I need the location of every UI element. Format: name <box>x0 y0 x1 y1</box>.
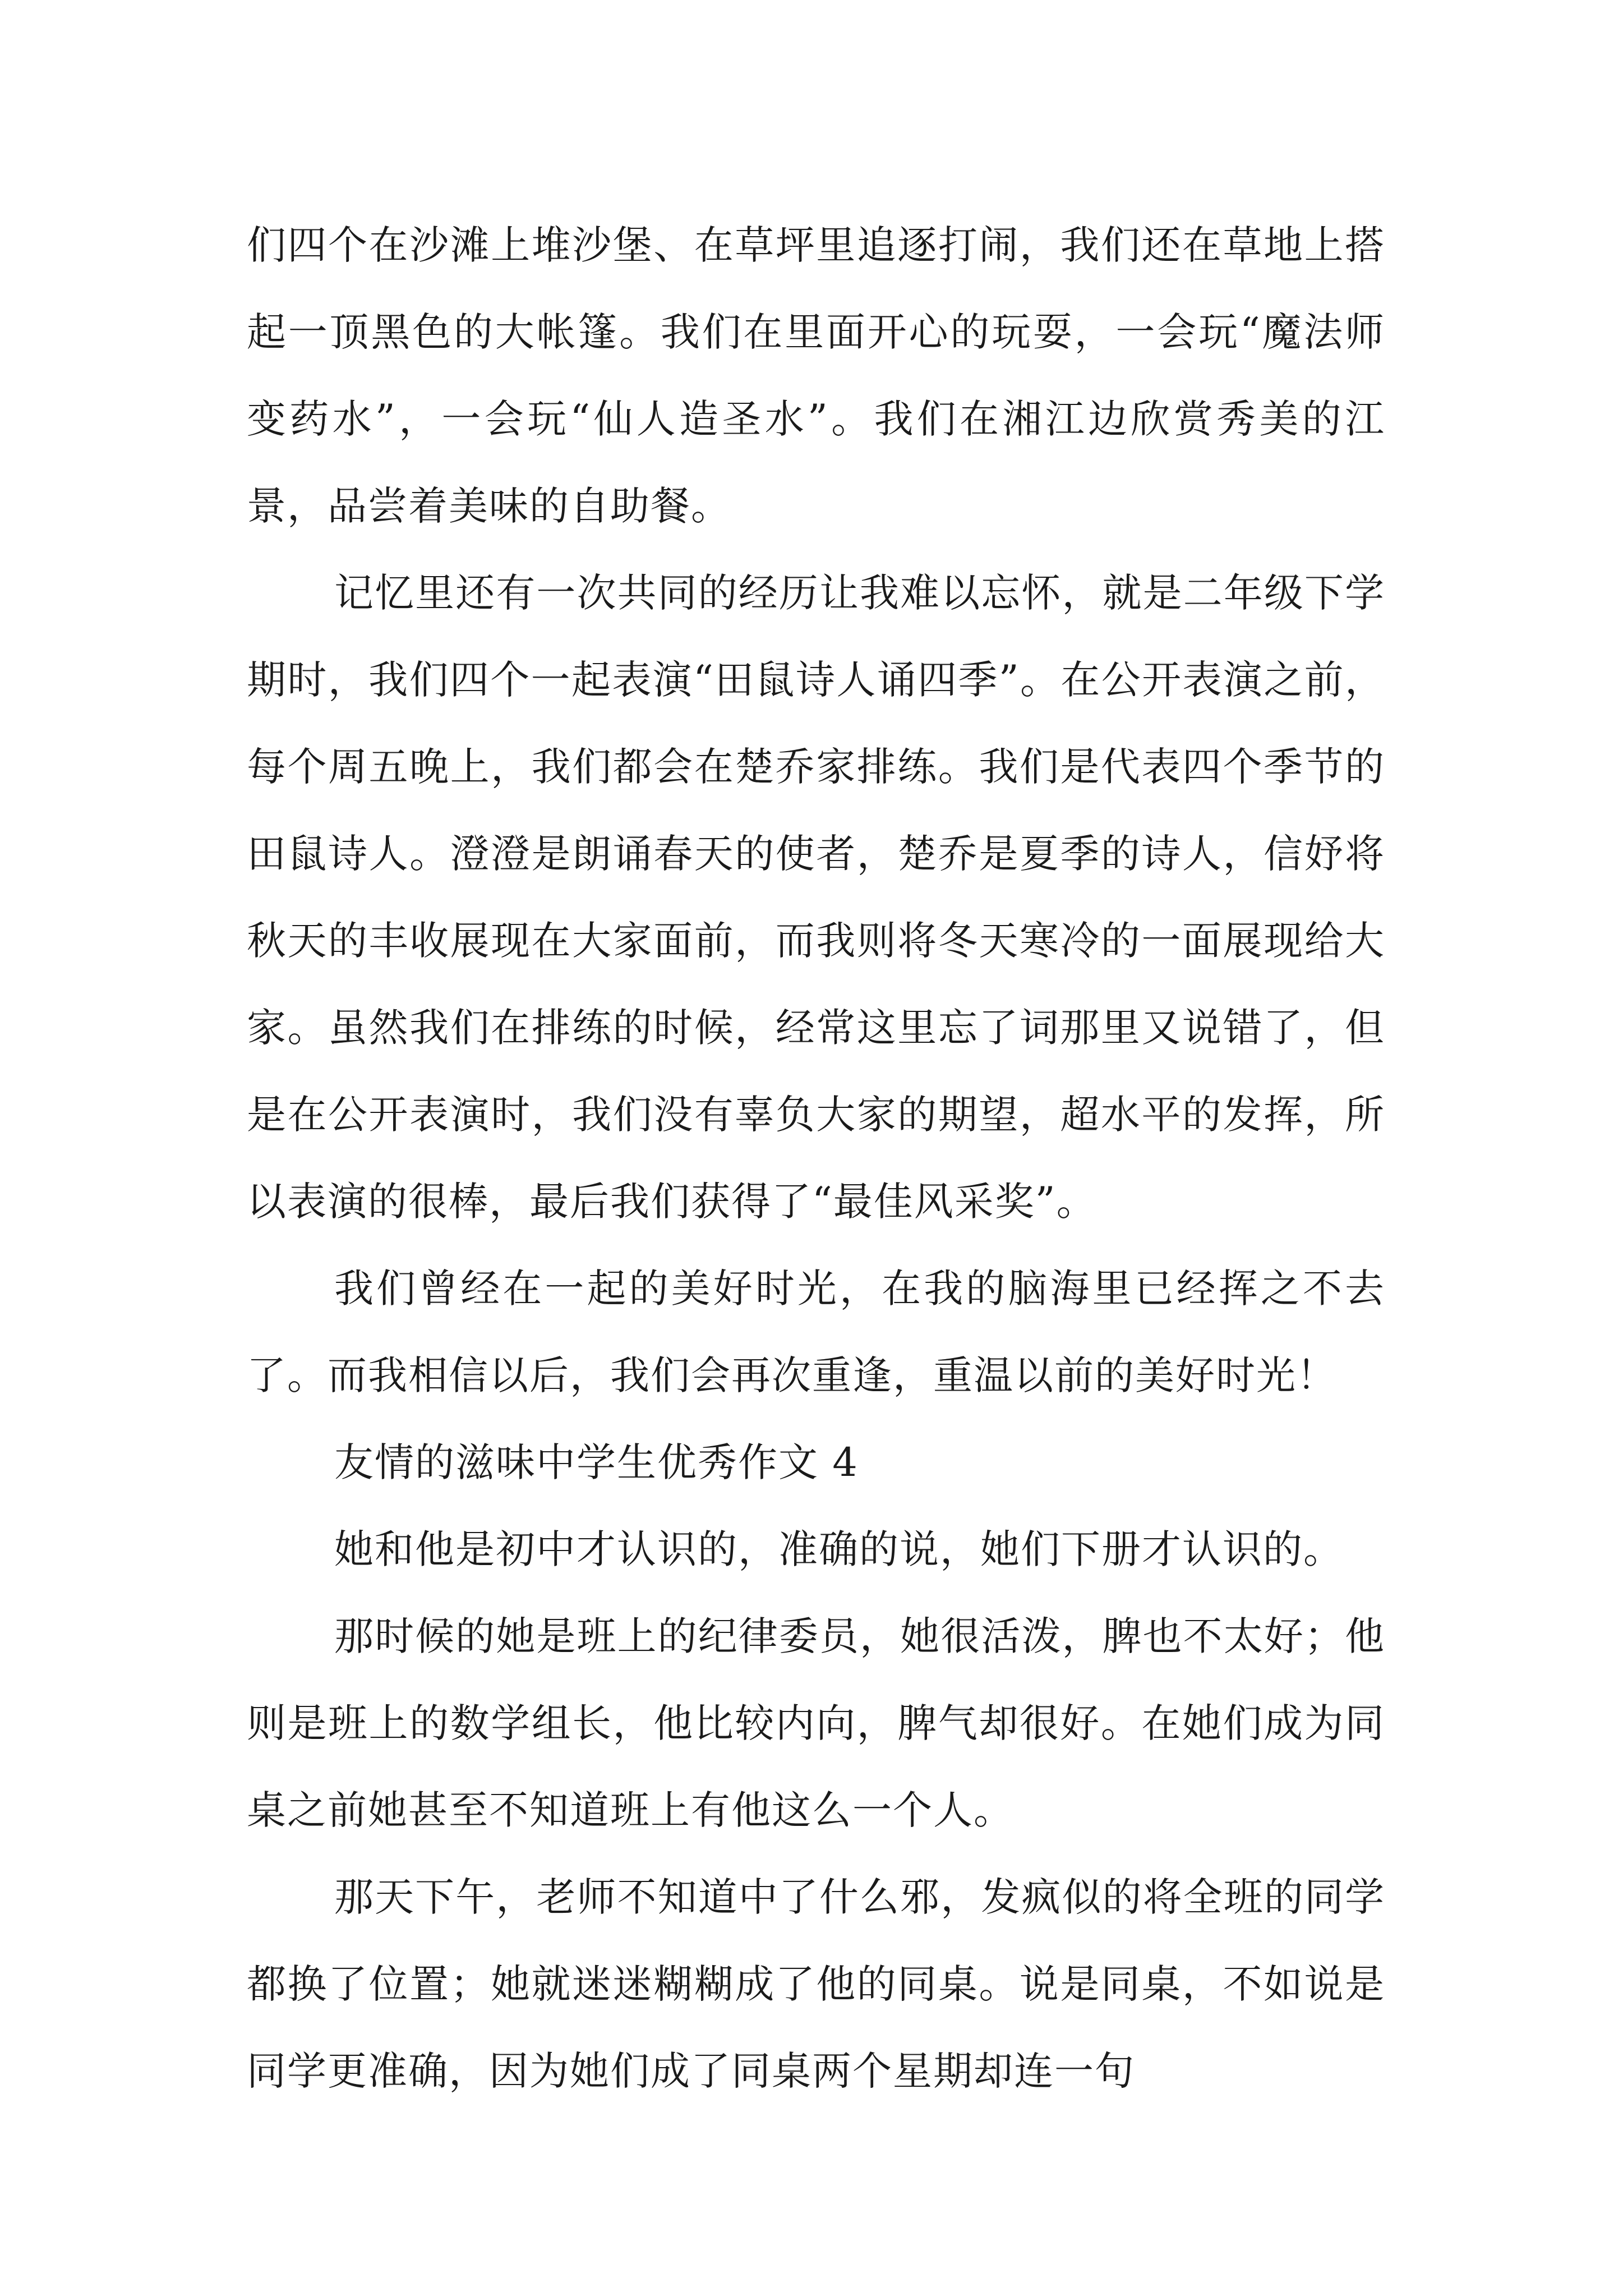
paragraph-intro: 她和他是初中才认识的，准确的说，她们下册才认识的。 <box>334 1526 1344 1572</box>
paragraph-description: 那时候的她是班上的纪律委员，她很活泼，脾也不太好；他则是班上的数学组长，他比较内向，脾气却很好。在她们成为同桌之前她甚至不知道班上有他这么一个人。 <box>247 1613 1385 1833</box>
document-body <box>247 202 1385 2115</box>
paragraph-afternoon: 那天下午，老师不知道中了什么邪，发疯似的将全班的同学都换了位置；她就迷迷糊糊成了他的同桌。说是同桌，不如说是同学更准确，因为她们成了同桌两个星期却连一句 <box>247 1874 1385 2094</box>
paragraph-closing: 我们曾经在一起的美好时光，在我的脑海里已经挥之不去了。而我相信以后，我们会再次重逢，重温以前的美好时光！ <box>247 1266 1385 1398</box>
essay-heading: 友情的滋味中学生优秀作文 4 <box>334 1439 859 1485</box>
paragraph-memory: 记忆里还有一次共同的经历让我难以忘怀，就是二年级下学期时，我们四个一起表演“田鼠诗人诵四季”。在公开表演之前，每个周五晚上，我们都会在楚乔家排练。我们是代表四个季节的田鼠诗人。澄澄是朗诵春天的使者，楚乔是夏季的诗人，信妤将秋天的丰收展现在大家面前，而我则将冬天寒冷的一面展现给大家。虽然我们在排练的时候，经常这里忘了词那里又说错了，但是在公开表演时，我们没有辜负大家的期望，超水平的发挥，所以表演的很棒，最后我们获得了“最佳风采奖”。 <box>247 570 1385 1225</box>
paragraph-continued: 们四个在沙滩上堆沙堡、在草坪里追逐打闹，我们还在草地上搭起一顶黑色的大帐篷。我们在里面开心的玩耍，一会玩“魔法师变药水”，一会玩“仙人造圣水”。我们在湘江边欣赏秀美的江景，品尝着美味的自助餐。 <box>247 222 1385 529</box>
